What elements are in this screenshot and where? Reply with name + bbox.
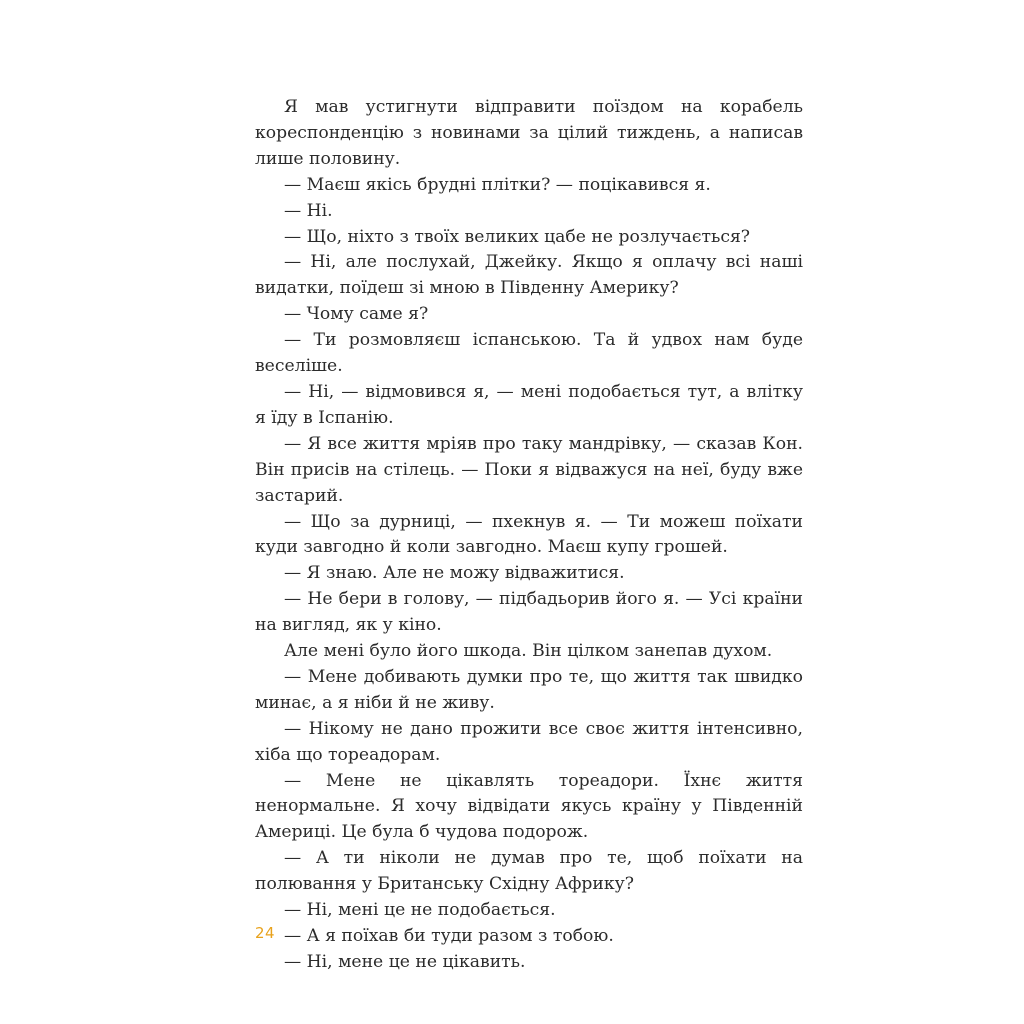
paragraph: — Не бери в голову, — підбадьорив його я. — Усі країни на вигляд, як у кіно. <box>255 589 803 636</box>
paragraph: — Маєш якісь брудні плітки? — поцікавився я. <box>284 174 711 195</box>
page-number: 24 <box>255 924 276 942</box>
paragraph: — А ти ніколи не думав про те, щоб поїхати на полювання у Британську Східну Африку? <box>255 848 803 895</box>
paragraph: Я мав устигнути відправити поїздом на корабель кореспонденцію з новинами за цілий тиждень, а написав лише половину. <box>255 97 803 169</box>
paragraph: — Ні, — відмовився я, — мені подобається тут, а влітку я їду в Іспанію. <box>255 381 803 428</box>
paragraph: — Ні, але послухай, Джейку. Якщо я оплачу всі наші видатки, поїдеш зі мною в Південну Америку? <box>255 252 803 299</box>
paragraph: — Що, ніхто з твоїх великих цабе не розлучається? <box>284 226 751 247</box>
paragraph: — Нікому не дано прожити все своє життя інтенсивно, хіба що тореадорам. <box>255 718 803 765</box>
paragraph: — Що за дурниці, — пхекнув я. — Ти можеш поїхати куди завгодно й коли завгодно. Маєш купу грошей. <box>255 511 803 558</box>
paragraph: Але мені було його шкода. Він цілком занепав духом. <box>284 641 773 662</box>
paragraph: — Я все життя мріяв про таку мандрівку, — сказав Кон. Він присів на стілець. — Поки я відважуся на неї, буду вже застарий. <box>255 433 803 506</box>
paragraph: — А я поїхав би туди разом з тобою. <box>284 926 614 946</box>
paragraph: — Мене не цікавлять тореадори. Їхнє життя ненормальне. Я хочу відвідати якусь країну у Південній Америці. Це була б чудова подорож. <box>255 770 803 843</box>
paragraph: — Мене добивають думки про те, що життя так швидко минає, а я ніби й не живу. <box>255 666 803 713</box>
paragraph: — Ти розмовляєш іспанською. Та й удвох нам буде веселіше. <box>255 330 803 377</box>
paragraph: — Ні. <box>284 200 333 221</box>
body-text <box>255 95 803 976</box>
paragraph: — Я знаю. Але не можу відважитися. <box>284 563 625 584</box>
paragraph: — Ні, мені це не подобається. <box>284 900 556 921</box>
paragraph: — Чому саме я? <box>284 304 429 325</box>
paragraph: — Ні, мене це не цікавить. <box>284 951 526 972</box>
